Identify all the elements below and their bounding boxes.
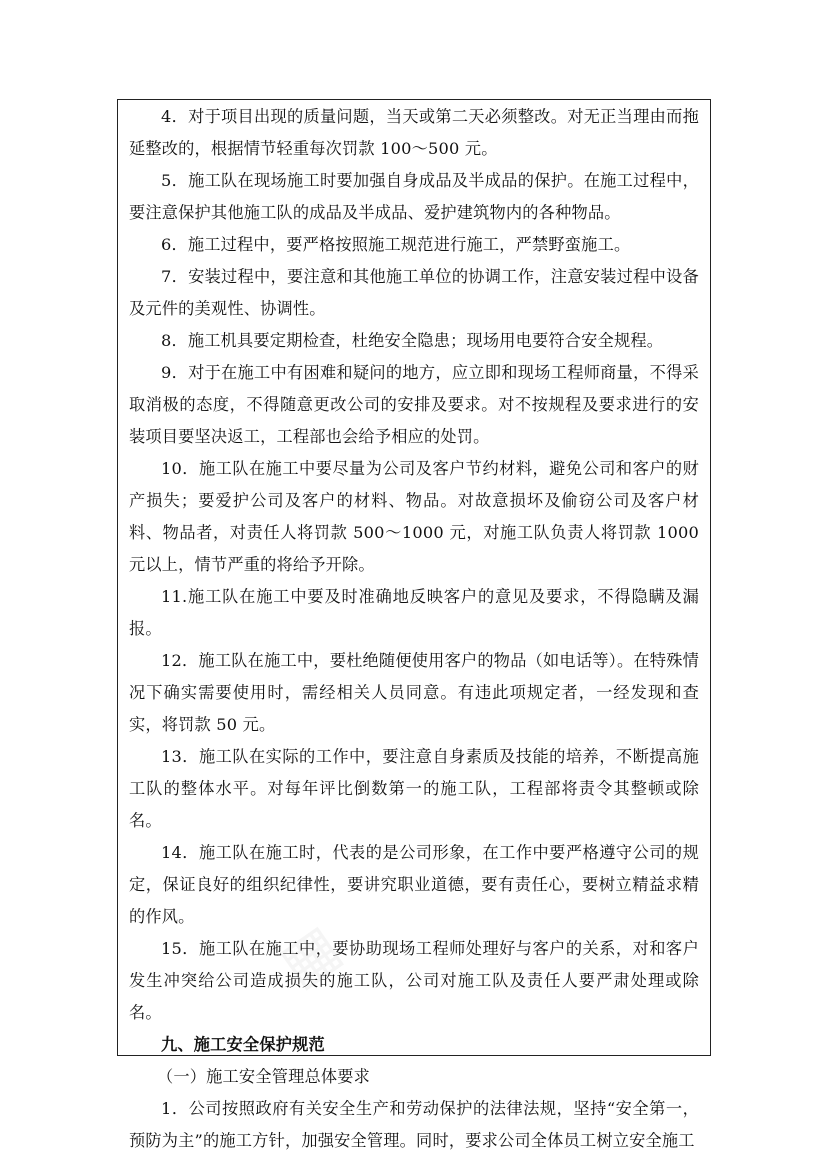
paragraph-8: 8．施工机具要定期检查，杜绝安全隐患；现场用电要符合安全规程。 (161, 331, 664, 350)
watermark-icon: ▦ (266, 910, 353, 1000)
paragraph-11: 11.施工队在施工中要及时准确地反映客户的意见及要求，不得隐瞒及漏报。 (129, 587, 699, 638)
paragraph-10: 10．施工队在施工中要尽量为公司及客户节约材料，避免公司和客户的财产损失；要爱护公司及客户的材料、物品。对故意损坏及偷窃公司及客户材料、物品者，对责任人将罚款 500～1000 元，对施工队负责人将罚款 1000 元以上，情节严重的将给予开除。 (129, 459, 699, 574)
paragraph-7: 7．安装过程中，要注意和其他施工单位的协调工作，注意安装过程中设备及元件的美观性、协调性。 (129, 267, 699, 318)
section-heading: 九、施工安全保护规范 (161, 1035, 325, 1054)
paragraph-15: 15．施工队在施工中，要协助现场工程师处理好与客户的关系，对和客户发生冲突给公司造成损失的施工队，公司对施工队及责任人要严肃处理或除名。 (129, 939, 699, 1022)
paragraph-14: 14．施工队在施工时，代表的是公司形象，在工作中要严格遵守公司的规定，保证良好的组织纪律性，要讲究职业道德，要有责任心，要树立精益求精的作风。 (129, 843, 699, 926)
paragraph-4: 4．对于项目出现的质量问题，当天或第二天必须整改。对无正当理由而拖延整改的，根据情节轻重每次罚款 100～500 元。 (129, 107, 699, 158)
paragraph-12: 12．施工队在施工中，要杜绝随便使用客户的物品（如电话等）。在特殊情况下确实需要使用时，需经相关人员同意。有违此项规定者，一经发现和查实，将罚款 50 元。 (129, 651, 699, 734)
subsection-heading: （一）施工安全管理总体要求 (157, 1067, 371, 1086)
paragraph-6: 6．施工过程中，要严格按照施工规范进行施工，严禁野蛮施工。 (161, 235, 631, 254)
paragraph-13: 13．施工队在实际的工作中，要注意自身素质及技能的培养，不断提高施工队的整体水平。对每年评比倒数第一的施工队，工程部将责令其整顿或除名。 (129, 747, 699, 830)
paragraph-5: 5．施工队在现场施工时要加强自身成品及半成品的保护。在施工过程中，要注意保护其他施工队的成品及半成品、爱护建筑物内的各种物品。 (129, 171, 699, 222)
paragraph-safety-1: 1．公司按照政府有关安全生产和劳动保护的法律法规，坚持“安全第一，预防为主”的施工方针，加强安全管理。同时，要求公司全体员工树立安全施工 (129, 1099, 699, 1150)
paragraph-9: 9．对于在施工中有困难和疑问的地方，应立即和现场工程师商量，不得采取消极的态度，不得随意更改公司的安排及要求。对不按规程及要求进行的安装项目要坚决返工，工程部也会给予相应的处罚。 (129, 363, 699, 446)
